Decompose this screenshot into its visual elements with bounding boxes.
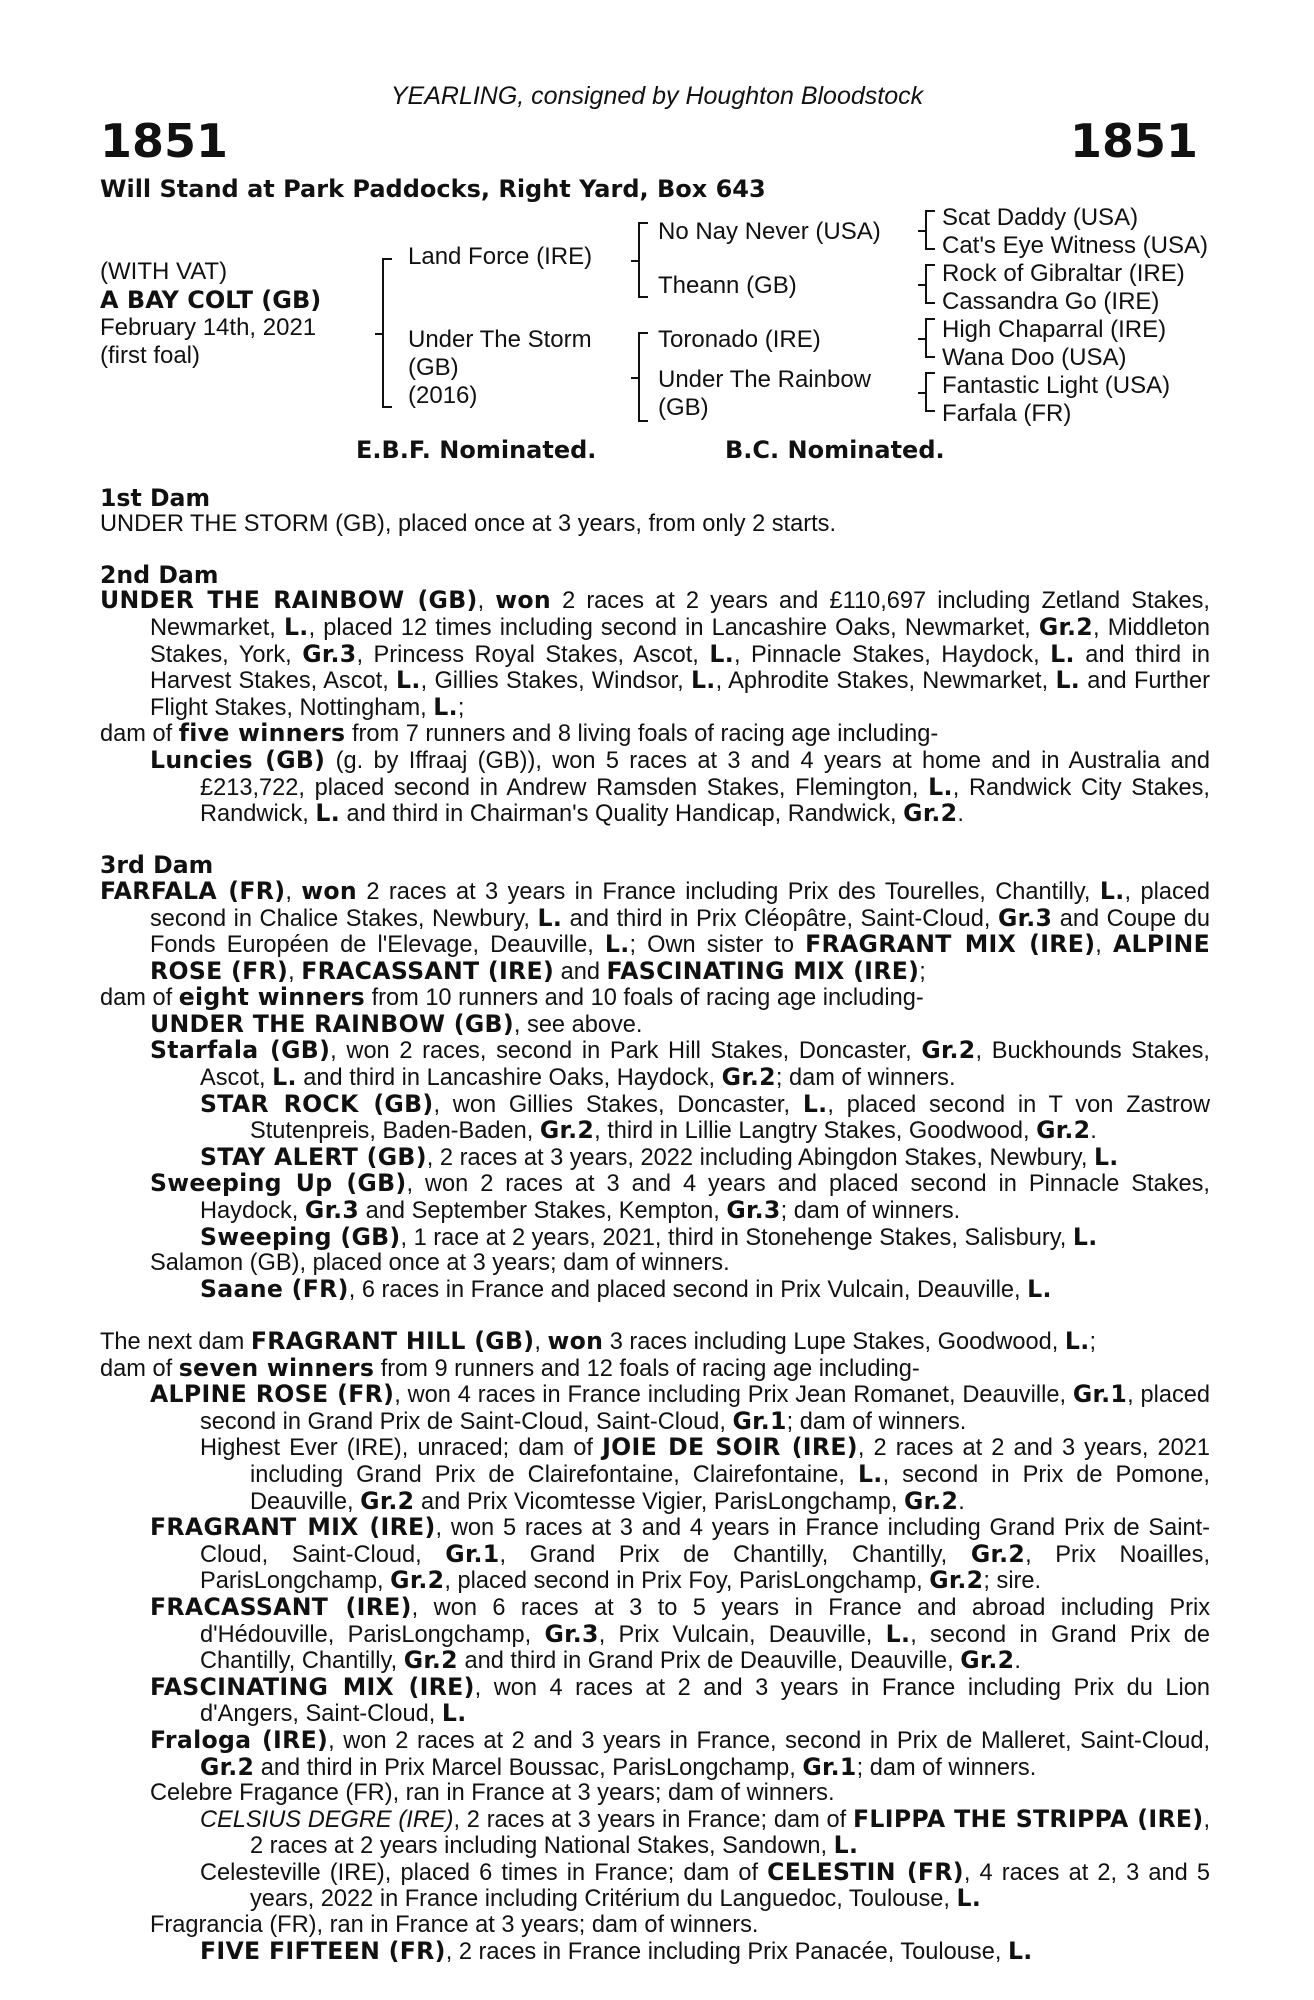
lot-number-right: 1851 <box>1069 114 1198 168</box>
second-dam-entry: UNDER THE RAINBOW (GB), won 2 races at 2 years and £110,697 including Zetland Stakes, Newmarket, L., placed 12 times including second in Lancashire Oaks, Newmarket, Gr.2, Middleton Stakes, York, Gr.3, Princess Royal Stakes, Ascot, L., Pinnacle Stakes, Haydock, L. and third in Harvest Stakes, Ascot, L., Gillies Stakes, Windsor, L., Aphrodite Stakes, Newmarket, L. and Further Flight Stakes, Nottingham, L.; <box>100 586 1210 721</box>
dam-dam-line-2: (GB) <box>658 394 709 421</box>
brace-ds-parents <box>925 318 935 358</box>
produce-fascinating-mix: FASCINATING MIX (IRE), won 4 races at 2 and 3 years in France including Prix du Lion d'Angers, Saint-Cloud, L. <box>150 1672 1211 1728</box>
horse-name: A BAY COLT (GB) <box>100 286 322 314</box>
brace-sd-parents <box>925 264 935 304</box>
foal-note: (first foal) <box>100 342 201 369</box>
produce-highest-ever: Highest Ever (IRE), unraced; dam of JOIE DE SOIR (IRE), 2 races at 2 and 3 years, 2021 including Grand Prix de Clairefontaine, Clairefontaine, L., second in Prix de Pomone, Deauville, Gr.2 and Prix Vicomtesse Vigier, ParisLongchamp, Gr.2. <box>200 1433 1210 1515</box>
lot-number-left: 1851 <box>100 114 229 168</box>
brace-dam-parents <box>638 332 648 422</box>
produce-sweeping-up: Sweeping Up (GB), won 2 races at 3 and 4 years and placed second in Pinnacle Stakes, Haydock, Gr.3 and September Stakes, Kempton, Gr.3; dam of winners. <box>150 1169 1210 1225</box>
sire-dam-dam: Cassandra Go (IRE) <box>942 288 1160 315</box>
produce-saane: Saane (FR), 6 races in France and placed second in Prix Vulcain, Deauville, L. <box>200 1274 1052 1303</box>
produce-under-the-rainbow: UNDER THE RAINBOW (GB), see above. <box>150 1009 643 1038</box>
next-dam-produce: dam of seven winners from 9 runners and 12 foals of racing age including- <box>100 1353 920 1382</box>
second-dam-produce: dam of five winners from 7 runners and 8 living foals of racing age including- <box>100 719 939 748</box>
third-dam-entry: FARFALA (FR), won 2 races at 3 years in France including Prix des Tourelles, Chantilly, L., placed second in Chalice Stakes, Newbury, L. and third in Prix Cléopâtre, Saint-Cloud, Gr.3 and Coupe du Fonds Européen de l'Elevage, Deauville, L.; Own sister to FRAGRANT MIX (IRE), ALPINE ROSE (FR), FRACASSANT (IRE) and FASCINATING MIX (IRE); <box>100 876 1210 985</box>
produce-celsius-degre: CELSIUS DEGRE (IRE), 2 races at 3 years in France; dam of FLIPPA THE STRIPPA (IRE), 2 races at 2 years including National Stakes, Sandown, L. <box>200 1804 1210 1860</box>
next-dam-entry: The next dam FRAGRANT HILL (GB), won 3 races including Lupe Stakes, Goodwood, L.; <box>100 1327 1097 1355</box>
dam-name-line-1: Under The Storm <box>408 326 592 353</box>
produce-five-fifteen: FIVE FIFTEEN (FR), 2 races in France including Prix Panacée, Toulouse, L. <box>200 1936 1033 1965</box>
ebf-nomination: E.B.F. Nominated. <box>356 436 597 464</box>
sire-dam: Theann (GB) <box>658 272 797 299</box>
produce-sweeping: Sweeping (GB), 1 race at 2 years, 2021, third in Stonehenge Stakes, Salisbury, L. <box>200 1222 1098 1251</box>
horse-info <box>100 258 321 370</box>
produce-star-rock: STAR ROCK (GB), won Gillies Stakes, Doncaster, L., placed second in T von Zastrow Stutenpreis, Baden-Baden, Gr.2, third in Lillie Langtry Stakes, Goodwood, Gr.2. <box>200 1089 1210 1145</box>
brace-ss-parents <box>925 210 935 250</box>
family-text <box>100 486 1210 1965</box>
first-dam-heading: 1st Dam <box>100 484 211 512</box>
sire-sire-sire: Scat Daddy (USA) <box>942 204 1139 231</box>
brace-dd-parents <box>925 372 935 412</box>
first-dam-entry: UNDER THE STORM (GB), placed once at 3 years, from only 2 starts. <box>100 510 837 537</box>
dam-year: (2016) <box>408 382 478 409</box>
sire-sire: No Nay Never (USA) <box>658 218 881 245</box>
dam-dam <box>658 366 871 422</box>
produce-celesteville: Celesteville (IRE), placed 6 times in France; dam of CELESTIN (FR), 4 races at 2, 3 and 5 years, 2022 in France including Critérium du Languedoc, Toulouse, L. <box>200 1857 1210 1913</box>
dam-dam-sire: Fantastic Light (USA) <box>942 372 1171 399</box>
sire: Land Force (IRE) <box>408 243 593 270</box>
produce-salamon: Salamon (GB), placed once at 3 years; dam of winners. <box>150 1250 730 1277</box>
produce-fragrant-mix: FRAGRANT MIX (IRE), won 5 races at 3 and 4 years in France including Grand Prix de Saint-Cloud, Saint-Cloud, Gr.1, Grand Prix de Chantilly, Chantilly, Gr.2, Prix Noailles, ParisLongchamp, Gr.2, placed second in Prix Foy, ParisLongchamp, Gr.2; sire. <box>150 1513 1211 1595</box>
produce-luncies: Luncies (GB) (g. by Iffraaj (GB)), won 5 races at 3 and 4 years at home and in Australia and £213,722, placed second in Andrew Ramsden Stakes, Flemington, L., Randwick City Stakes, Randwick, L. and third in Chairman's Quality Handicap, Randwick, Gr.2. <box>150 745 1210 828</box>
dam-name-line-2: (GB) <box>408 354 459 381</box>
dam-sire: Toronado (IRE) <box>658 326 821 353</box>
stand-location: Will Stand at Park Paddocks, Right Yard, Box 643 <box>100 175 766 203</box>
produce-stay-alert: STAY ALERT (GB), 2 races at 3 years, 2022 including Abingdon Stakes, Newbury, L. <box>200 1142 1119 1171</box>
date-of-birth: February 14th, 2021 <box>100 314 317 341</box>
produce-celebre-fragance: Celebre Fragance (FR), ran in France at 3 years; dam of winners. <box>150 1780 835 1807</box>
sire-dam-sire: Rock of Gibraltar (IRE) <box>942 260 1185 287</box>
produce-fragrancia: Fragrancia (FR), ran in France at 3 years; dam of winners. <box>150 1912 759 1939</box>
second-dam-heading: 2nd Dam <box>100 560 219 589</box>
produce-fraloga: Fraloga (IRE), won 2 races at 2 and 3 years in France, second in Prix de Malleret, Saint-Cloud, Gr.2 and third in Prix Marcel Boussac, ParisLongchamp, Gr.1; dam of winners. <box>150 1725 1210 1781</box>
generation-3 <box>942 204 1208 428</box>
dam <box>408 326 592 410</box>
bc-nomination: B.C. Nominated. <box>725 436 945 464</box>
dam-dam-dam: Farfala (FR) <box>942 400 1072 427</box>
vat-note: (WITH VAT) <box>100 258 228 285</box>
produce-starfala: Starfala (GB), won 2 races, second in Park Hill Stakes, Doncaster, Gr.2, Buckhounds Stakes, Ascot, L. and third in Lancashire Oaks, Haydock, Gr.2; dam of winners. <box>150 1036 1210 1092</box>
dam-sire-sire: High Chaparral (IRE) <box>942 316 1167 343</box>
third-dam-heading: 3rd Dam <box>100 851 214 880</box>
brace-generation-1 <box>382 258 392 408</box>
produce-alpine-rose: ALPINE ROSE (FR), won 4 races in France including Prix Jean Romanet, Deauville, Gr.1, placed second in Grand Prix de Saint-Cloud, Saint-Cloud, Gr.1; dam of winners. <box>150 1380 1211 1435</box>
catalogue-subtitle: YEARLING, consigned by Houghton Bloodstock <box>390 82 924 110</box>
brace-sire-parents <box>638 222 648 298</box>
produce-fracassant: FRACASSANT (IRE), won 6 races at 3 to 5 years in France and abroad including Prix d'Hédouville, ParisLongchamp, Gr.3, Prix Vulcain, Deauville, L., second in Grand Prix de Chantilly, Chantilly, Gr.2 and third in Grand Prix de Deauville, Deauville, Gr.2. <box>150 1592 1210 1675</box>
third-dam-produce: dam of eight winners from 10 runners and 10 foals of racing age including- <box>100 983 924 1012</box>
dam-sire-dam: Wana Doo (USA) <box>942 344 1127 371</box>
sire-sire-dam: Cat's Eye Witness (USA) <box>942 232 1208 259</box>
dam-dam-line-1: Under The Rainbow <box>658 366 872 393</box>
